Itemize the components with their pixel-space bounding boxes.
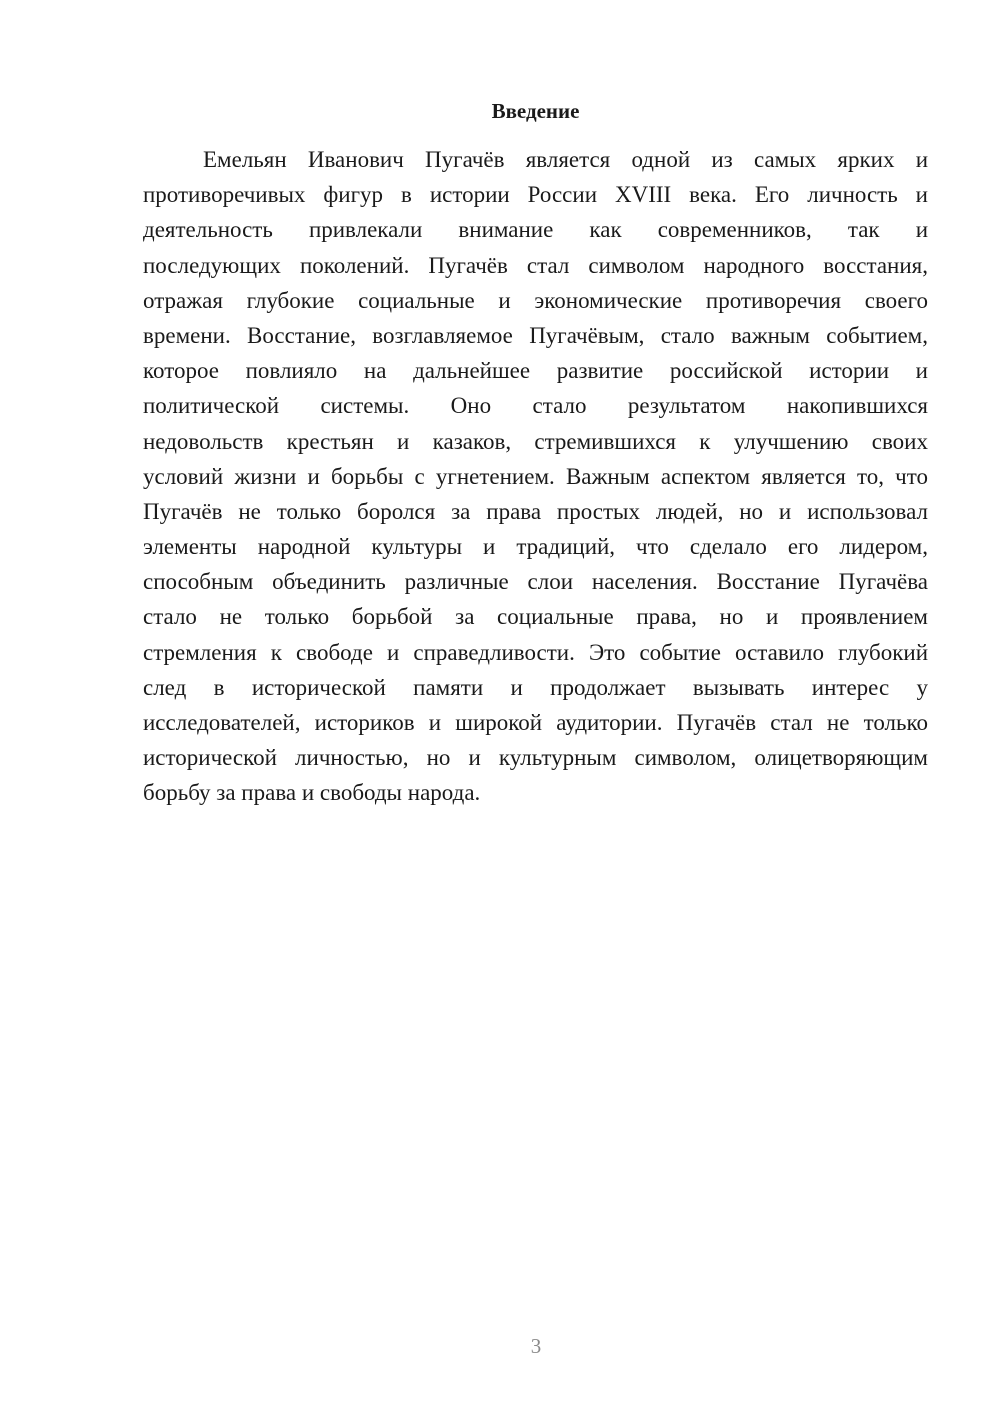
body-paragraph [143,142,928,811]
paragraph-line: политической системы. Оно стало результатом накопившихся [143,393,928,419]
paragraph-line: времени. Восстание, возглавляемое Пугачёвым, стало важным событием, [143,322,928,348]
paragraph-line: стремления к свободе и справедливости. Это событие оставило глубокий [143,639,928,665]
section-heading: Введение [491,99,580,123]
paragraph-line: стало не только борьбой за социальные права, но и проявлением [143,604,928,630]
paragraph-line: отражая глубокие социальные и экономические противоречия своего [143,287,928,313]
paragraph-line: противоречивых фигур в истории России XVIII века. Его личность и [143,182,928,208]
paragraph-line: недовольств крестьян и казаков, стремившихся к улучшению своих [143,428,928,454]
paragraph-line: Пугачёв не только боролся за права простых людей, но и использовал [143,498,928,524]
paragraph-line: деятельность привлекали внимание как современников, так и [143,217,928,243]
paragraph-line: след в исторической памяти и продолжает вызывать интерес у [143,674,928,700]
paragraph-line: борьбу за права и свободы народа. [143,780,481,806]
paragraph-line: элементы народной культуры и традиций, что сделало его лидером, [143,534,928,560]
paragraph-line: способным объединить различные слои населения. Восстание Пугачёва [143,569,928,595]
paragraph-line: условий жизни и борьбы с угнетением. Важным аспектом является то, что [143,463,928,489]
paragraph-line: которое повлияло на дальнейшее развитие российской истории и [143,358,928,384]
page-number: 3 [530,1334,542,1358]
paragraph-line: исторической личностью, но и культурным символом, олицетворяющим [143,745,928,771]
paragraph-line: исследователей, историков и широкой аудитории. Пугачёв стал не только [143,710,928,735]
paragraph-line: Емельян Иванович Пугачёв является одной из самых ярких и [203,147,928,172]
paragraph-line: последующих поколений. Пугачёв стал символом народного восстания, [143,252,928,278]
